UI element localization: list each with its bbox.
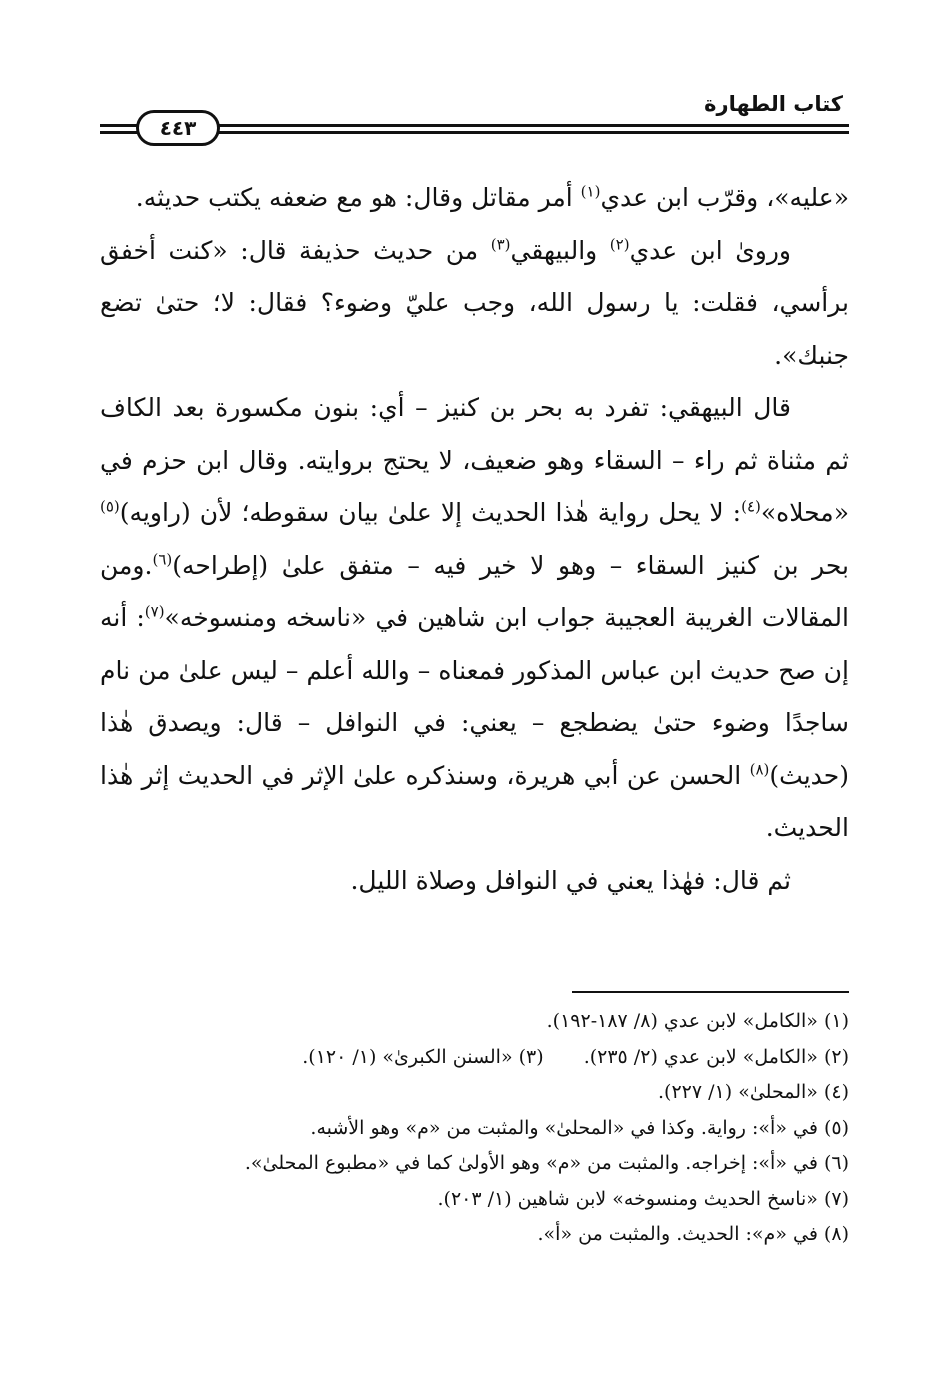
- footnote-6: (٦) في «أ»: إخراجه. والمثبت من «م» وهو الأولىٰ كما في «مطبوع المحلىٰ».: [244, 1152, 849, 1174]
- footnote-ref-2: (٢): [609, 235, 630, 254]
- footnote-8: (٨) في «م»: الحديث. والمثبت من «أ».: [537, 1223, 849, 1245]
- footnote-separator: [572, 991, 849, 993]
- footnote-ref-4: (٤): [741, 497, 761, 516]
- footnote-3: (٣) «السنن الكبرىٰ» (١/ ١٢٠).: [302, 1045, 544, 1068]
- page-number: ٤٤٣: [159, 116, 197, 140]
- footnote-ref-7: (٧): [144, 602, 165, 621]
- footnote-ref-8: (٨): [749, 760, 770, 779]
- footnote-ref-5: (٥): [100, 497, 120, 516]
- footnote-ref-1: (١): [580, 182, 601, 201]
- footnotes: [92, 1004, 849, 1253]
- footnote-1: (١) «الكامل» لابن عدي (٨/ ١٨٧-١٩٢).: [546, 1010, 849, 1032]
- footnote-5: (٥) في «أ»: رواية. وكذا في «المحلىٰ» والمثبت من «م» وهو الأشبه.: [310, 1116, 849, 1139]
- footnote-ref-3: (٣): [490, 235, 511, 254]
- footnote-ref-6: (٦): [152, 550, 173, 569]
- page-number-badge: [136, 110, 220, 146]
- main-text: [100, 172, 849, 907]
- paragraph-3: قال البيهقي: تفرد به بحر بن كنيز – أي: بنون مكسورة بعد الكاف ثم مثناة ثم راء – السقاء وهو ضعيف، لا يحتج بروايته. وقال ابن حزم في «محلاه»$^{(٤)}$: لا يحل رواية هٰذا الحديث إلا علىٰ بيان سقوطه؛ لأن (راويه)$^{(٥)}$ بحر بن كنيز السقاء – وهو لا خير فيه – متفق علىٰ (إطراحه)$^{(٦)}$.ومن المقالات الغريبة العجيبة جواب ابن شاهين في «ناسخه ومنسوخه»$^{(٧)}$: أنه إن صح حديث ابن عباس المذكور فمعناه – والله أعلم – ليس علىٰ من نام ساجدًا وضوء حتىٰ يضطجع – يعني: في النوافل – قال: ويصدق هٰذا (حديث)$^{(٨)}$ الحسن عن أبي هريرة، وسنذكره علىٰ الإثر في الحديث إثر هٰذا الحديث.: [100, 393, 849, 842]
- running-header-title: كتاب الطهارة: [704, 92, 843, 116]
- paragraph-1: «عليه»، وقرّب ابن عدي$^{(١)}$ أمر مقاتل وقال: هو مع ضعفه يكتب حديثه.: [135, 182, 849, 212]
- paragraph-2: وروىٰ ابن عدي$^{(٢)}$ والبيهقي$^{(٣)}$ من حديث حذيفة قال: «كنت أخفق برأسي، فقلت: يا رسول الله، وجب عليّ وضوء؟ فقال: لا؛ حتىٰ تضع جنبك».: [100, 235, 849, 370]
- footnote-4: (٤) «المحلىٰ» (١/ ٢٢٧).: [658, 1081, 849, 1103]
- footnote-7: (٧) «ناسخ الحديث ومنسوخه» لابن شاهين (١/ ٢٠٣).: [437, 1187, 849, 1210]
- footnote-2: (٢) «الكامل» لابن عدي (٢/ ٢٣٥).: [583, 1045, 849, 1068]
- paragraph-4: ثم قال: فهٰذا يعني في النوافل وصلاة الليل.: [350, 865, 791, 895]
- footnote-line-2-3: [92, 1040, 849, 1076]
